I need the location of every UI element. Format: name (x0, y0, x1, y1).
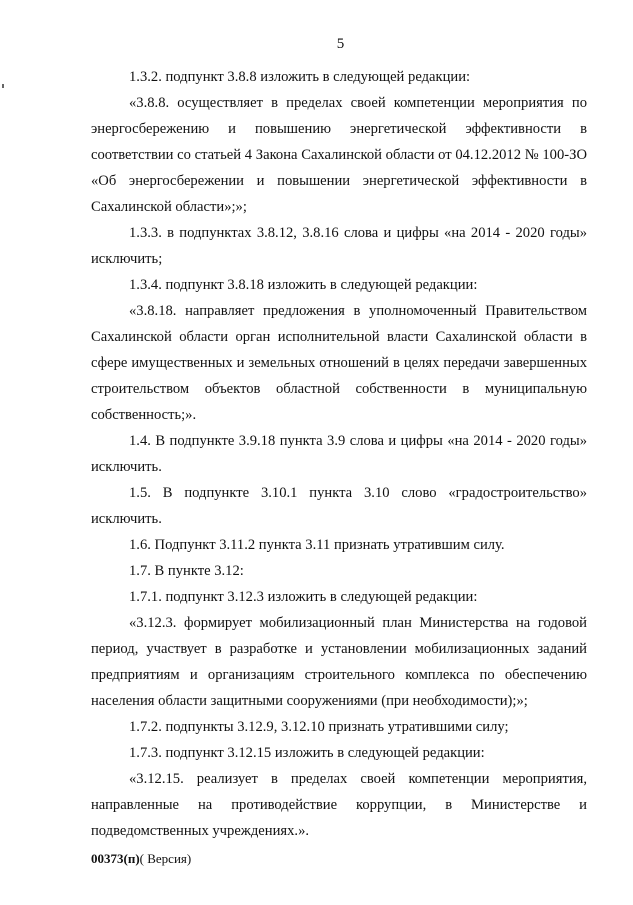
paragraph-1-6: 1.6. Подпункт 3.11.2 пункта 3.11 признать утратившим силу. (129, 537, 505, 553)
paragraph-1-7: 1.7. В пункте 3.12: (129, 563, 244, 579)
scan-artifact (2, 84, 4, 88)
paragraph-1-3-2: 1.3.2. подпункт 3.8.8 изложить в следующей редакции: (129, 69, 471, 85)
page-number: 5 (336, 36, 345, 52)
paragraph-3-12-15: «3.12.15. реализует в пределах своей компетенции мероприятия, направленные на противодействие коррупции, в Министерстве и подведомственных учреждениях.». (91, 771, 587, 839)
paragraph-1-3-4: 1.3.4. подпункт 3.8.18 изложить в следующей редакции: (129, 277, 478, 293)
paragraph-3-8-18: «3.8.18. направляет предложения в уполномоченный Правительством Сахалинской области орган исполнительной власти Сахалинской области в сфере имущественных и земельных отношений в целях передачи завершенных строительством объектов областной собственности в муниципальную собственность;». (91, 303, 587, 423)
paragraph-3-12-3: «3.12.3. формирует мобилизационный план Министерства на годовой период, участвует в разработке и установлении мобилизационных заданий предприятиям и организациям строительного комплекса по обеспечению населения области защитными сооружениями (при необходимости);»; (91, 615, 587, 709)
document-body (91, 64, 587, 844)
paragraph-1-7-3: 1.7.3. подпункт 3.12.15 изложить в следующей редакции: (129, 745, 485, 761)
paragraph-1-7-2: 1.7.2. подпункты 3.12.9, 3.12.10 признать утратившими силу; (129, 719, 509, 735)
paragraph-1-5: 1.5. В подпункте 3.10.1 пункта 3.10 слово «градостроительство» исключить. (91, 485, 587, 527)
paragraph-1-3-3: 1.3.3. в подпунктах 3.8.12, 3.8.16 слова и цифры «на 2014 - 2020 годы» исключить; (91, 225, 587, 267)
paragraph-1-7-1: 1.7.1. подпункт 3.12.3 изложить в следующей редакции: (129, 589, 478, 605)
document-version: ( Версия) (139, 851, 192, 866)
paragraph-1-4: 1.4. В подпункте 3.9.18 пункта 3.9 слова и цифры «на 2014 - 2020 годы» исключить. (91, 433, 587, 475)
paragraph-3-8-8: «3.8.8. осуществляет в пределах своей компетенции мероприятия по энергосбережению и повышению энергетической эффективности в соответствии со статьей 4 Закона Сахалинской области от 04.12.2012 № 100-ЗО «Об энергосбережении и повышении энергетической эффективности в Сахалинской области»;»; (91, 95, 587, 215)
document-code: 00373(п) (91, 851, 140, 866)
document-footer (91, 851, 191, 867)
